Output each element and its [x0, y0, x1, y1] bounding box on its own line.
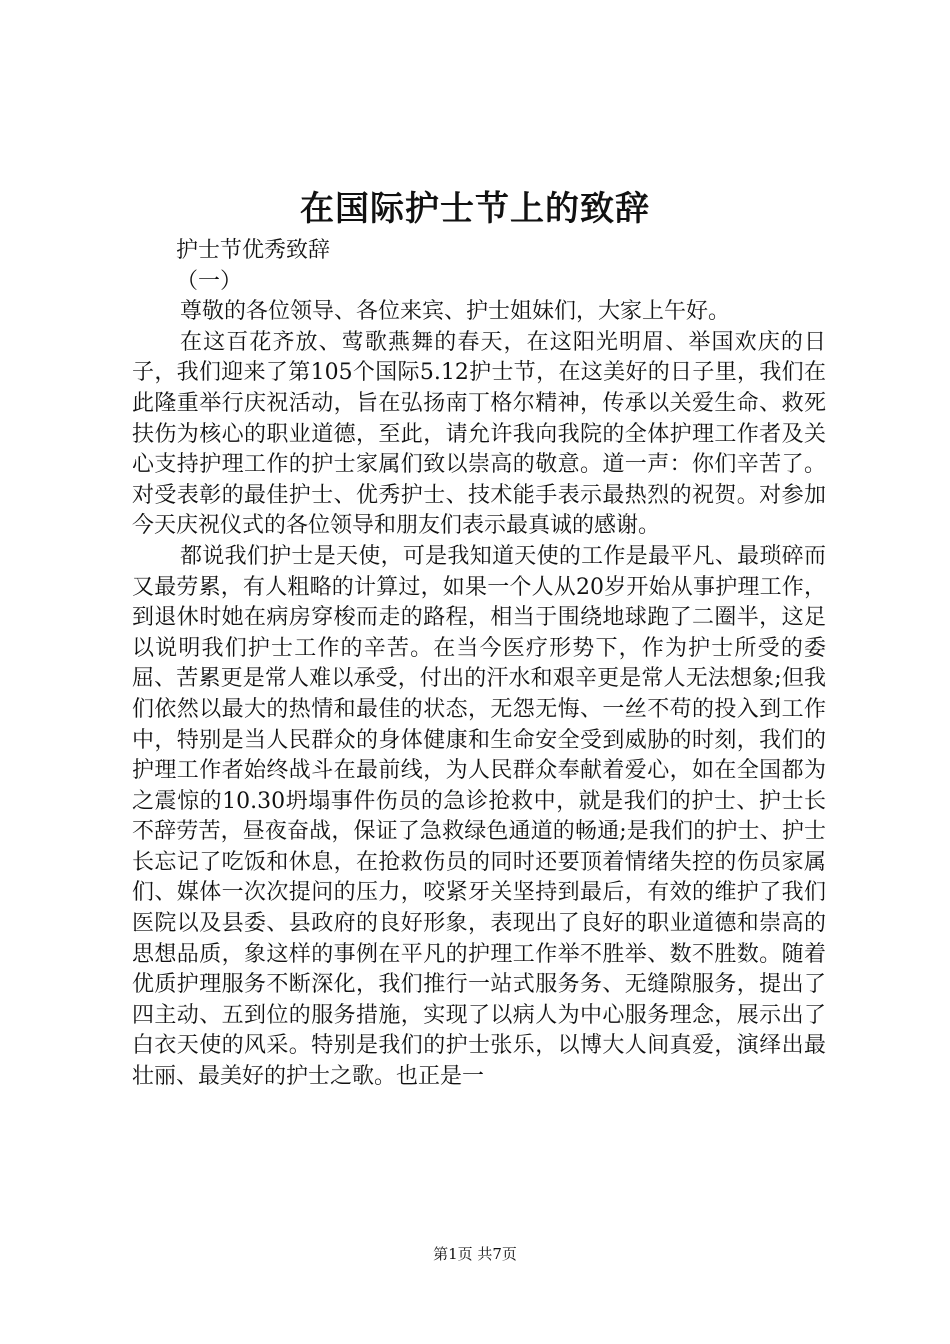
page-footer: 第1页 共7页: [433, 1245, 517, 1263]
subtitle: 护士节优秀致辞: [176, 238, 331, 263]
document-body: [132, 236, 826, 1093]
paragraph-greeting: 尊敬的各位领导、各位来宾、护士姐妹们，大家上午好。: [180, 299, 731, 325]
section-number: （一）: [176, 268, 243, 294]
paragraph-nurses-work: 都说我们护士是天使，可是我知道天使的工作是最平凡、最琐碎而又最劳累，有人粗略的计算过，如果一个人从20岁开始从事护理工作，到退休时她在病房穿梭而走的路程，相当于围绕地球跑了二圈半，这足以说明我们护士工作的辛苦。在当今医疗形势下，作为护士所受的委屈、苦累更是常人难以承受，付出的汗水和艰辛更是常人无法想象;但我们依然以最大的热情和最佳的状态，无怨无悔、一丝不苟的投入到工作中，特别是当人民群众的身体健康和生命安全受到威胁的时刻，我们的护理工作者始终战斗在最前线，为人民群众奉献着爱心，如在全国都为之震惊的10.30坍塌事件伤员的急诊抢救中，就是我们的护士、护士长不辞劳苦，昼夜奋战，保证了急救绿色通道的畅通;是我们的护士、护士长忘记了吃饭和休息，在抢救伤员的同时还要顶着情绪失控的伤员家属们、媒体一次次提问的压力，咬紧牙关坚持到最后，有效的维护了我们医院以及县委、县政府的良好形象，表现出了良好的职业道德和崇高的思想品质，象这样的事例在平凡的护理工作举不胜举、数不胜数。随着优质护理服务不断深化，我们推行一站式服务务、无缝隙服务，提出了四主动、五到位的服务措施，实现了以病人为中心服务理念，展示出了白衣天使的风采。特别是我们的护士张乐，以博大人间真爱，演绎出最壮丽、最美好的护士之歌。也正是一: [132, 543, 826, 1090]
document-title: 在国际护士节上的致辞: [300, 189, 650, 229]
paragraph-celebration: 在这百花齐放、莺歌燕舞的春天，在这阳光明眉、举国欢庆的日子，我们迎来了第105个国际5.12护士节，在这美好的日子里，我们在此隆重举行庆祝活动，旨在弘扬南丁格尔精神，传承以关爱生命、救死扶伤为核心的职业道德，至此，请允许我向我院的全体护理工作者及关心支持护理工作的护士家属们致以崇高的敬意。道一声：你们辛苦了。对受表彰的最佳护士、优秀护士、技术能手表示最热烈的祝贺。对参加今天庆祝仪式的各位领导和朋友们表示最真诚的感谢。: [132, 329, 826, 539]
